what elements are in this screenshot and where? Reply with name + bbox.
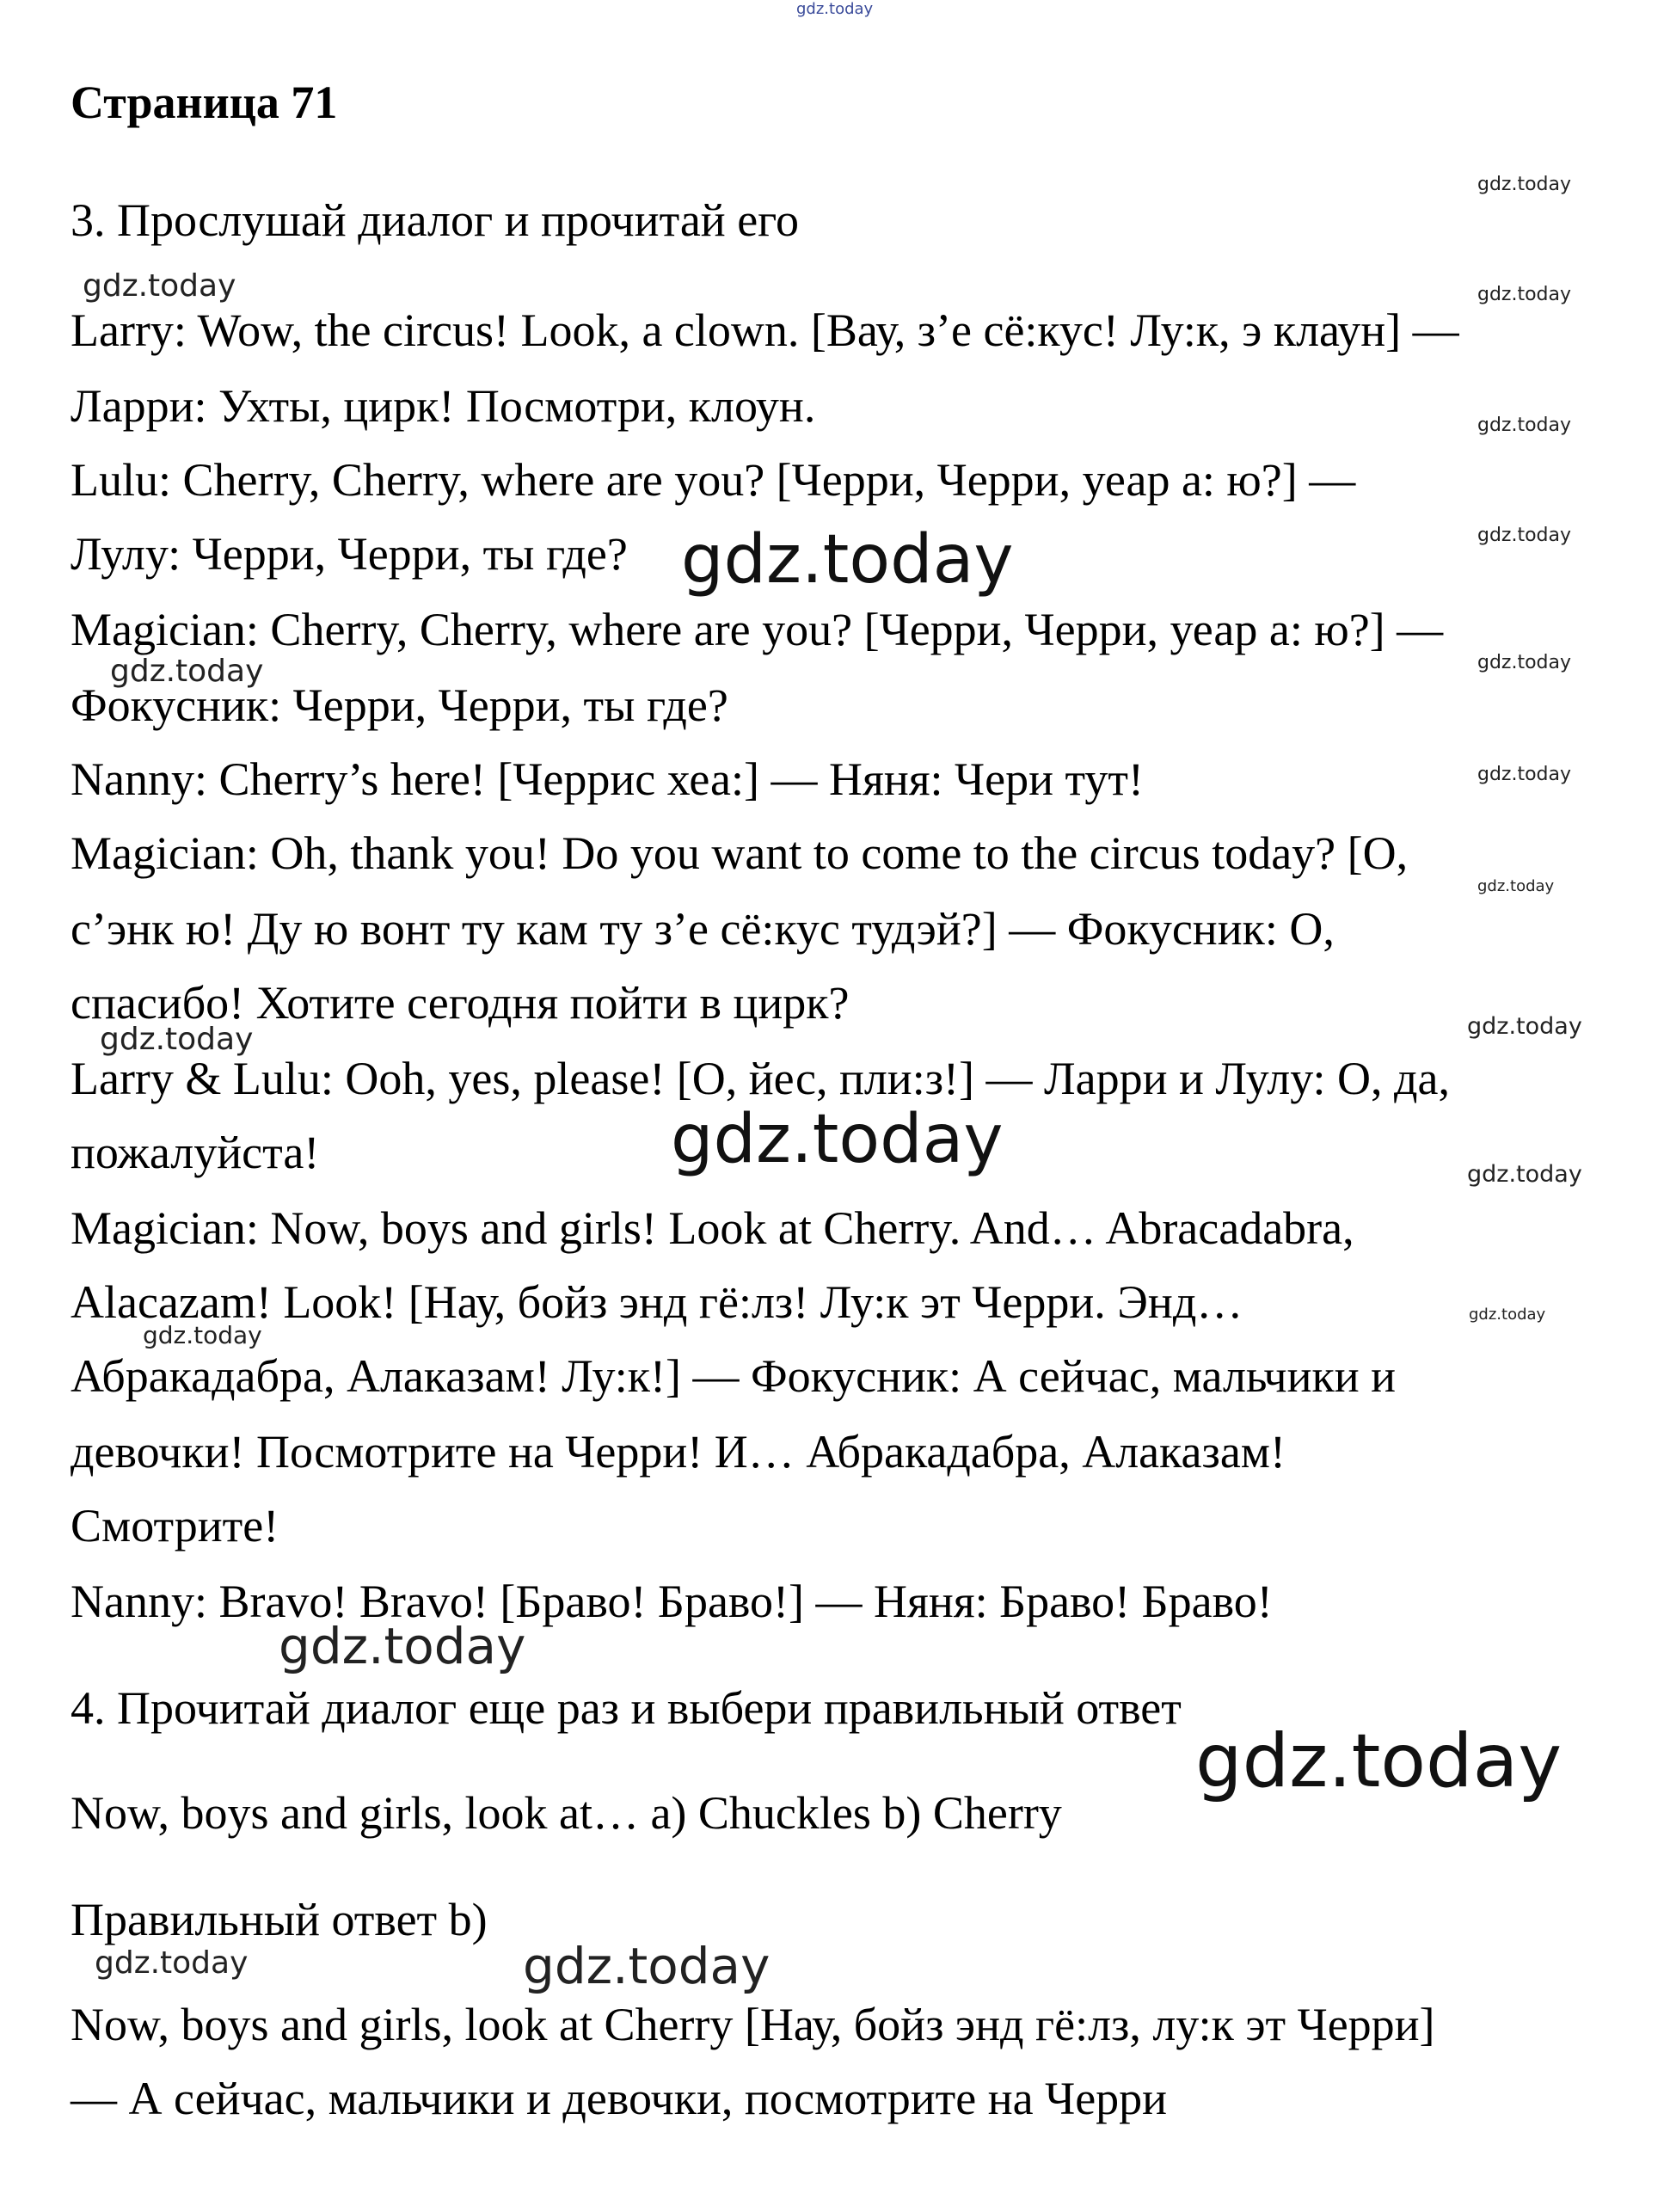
answer-line: Правильный ответ b) — [71, 1894, 488, 1945]
dialog-line: Nanny: Cherry’s here! [Черрис хеа:] — Няня: Чери тут! — [71, 753, 1144, 805]
watermark-small: gdz.today — [1477, 174, 1572, 195]
page-title: Страница 71 — [71, 77, 338, 128]
dialog-line: Lulu: Cherry, Cherry, where are you? [Черри, Черри, уеар а: ю?] — — [71, 454, 1356, 506]
watermark-small: gdz.today — [1477, 415, 1572, 436]
dialog-line: Magician: Cherry, Cherry, where are you? [Черри, Черри, уеар а: ю?] — — [71, 604, 1444, 655]
dialog-line: Фокусник: Черри, Черри, ты где? — [71, 679, 728, 731]
watermark-xlarge: gdz.today — [1195, 1718, 1563, 1804]
watermark-small: gdz.today — [1467, 1161, 1582, 1188]
watermark-small: gdz.today — [1477, 525, 1572, 546]
watermark-top: gdz.today — [796, 0, 874, 18]
dialog-line: Magician: Oh, thank you! Do you want to come to the circus today? [О, — [71, 827, 1409, 879]
dialog-line: пожалуйста! — [71, 1127, 320, 1178]
answer-translation-line: Now, boys and girls, look at Cherry [Нау, бойз энд гё:лз, лу:к эт Черри] — [71, 1999, 1435, 2050]
dialog-line: Лулу: Черри, Черри, ты где? — [71, 528, 628, 580]
dialog-line: Alacazam! Look! [Нау, бойз энд гё:лз! Лу:к эт Черри. Энд… — [71, 1276, 1243, 1328]
dialog-line: Magician: Now, boys and girls! Look at Cherry. And… Abracadabra, — [71, 1202, 1354, 1254]
watermark-large: gdz.today — [523, 1937, 771, 1995]
watermark-medium: gdz.today — [100, 1022, 254, 1057]
watermark-small: gdz.today — [1467, 1013, 1582, 1040]
answer-translation-line: — А сейчас, мальчики и девочки, посмотрите на Черри — [71, 2073, 1168, 2124]
dialog-line: Абракадабра, Алаказам! Лу:к!] — Фокусник: А сейчас, мальчики и — [71, 1350, 1397, 1402]
task-3-heading: 3. Прослушай диалог и прочитай его — [71, 194, 799, 246]
watermark-medium: gdz.today — [83, 268, 236, 304]
watermark-small: gdz.today — [1477, 764, 1572, 785]
dialog-line: Larry: Wow, the circus! Look, a clown. [Вау, з’е сё:кус! Лу:к, э клаун] — — [71, 304, 1459, 356]
dialog-line: с’энк ю! Ду ю вонт ту кам ту з’е сё:кус тудэй?] — Фокусник: О, — [71, 903, 1335, 955]
task-4-heading: 4. Прочитай диалог еще раз и выбери правильный ответ — [71, 1682, 1182, 1734]
question-line: Now, boys and girls, look at… a) Chuckles b) Cherry — [71, 1787, 1062, 1839]
watermark-small: gdz.today — [1477, 877, 1555, 895]
dialog-line: Ларри: Ухты, цирк! Посмотри, клоун. — [71, 380, 816, 432]
watermark-large: gdz.today — [279, 1617, 526, 1675]
watermark-medium: gdz.today — [95, 1945, 249, 1981]
dialog-line: спасибо! Хотите сегодня пойти в цирк? — [71, 977, 850, 1029]
dialog-line: Смотрите! — [71, 1500, 279, 1551]
watermark-large: gdz.today — [671, 1101, 1004, 1178]
watermark-large: gdz.today — [681, 521, 1014, 599]
dialog-line: девочки! Посмотрите на Черри! И… Абракадабра, Алаказам! — [71, 1426, 1286, 1478]
watermark-small: gdz.today — [1477, 284, 1572, 305]
watermark-medium: gdz.today — [110, 654, 264, 689]
dialog-line: Larry & Lulu: Ooh, yes, please! [О, йес, пли:з!] — Ларри и Лулу: О, да, — [71, 1053, 1450, 1104]
watermark-small: gdz.today — [1469, 1306, 1546, 1324]
watermark-small: gdz.today — [1477, 652, 1572, 673]
watermark-medium: gdz.today — [143, 1321, 262, 1349]
dialog-line: Nanny: Bravo! Bravo! [Браво! Браво!] — Няня: Браво! Браво! — [71, 1576, 1273, 1627]
